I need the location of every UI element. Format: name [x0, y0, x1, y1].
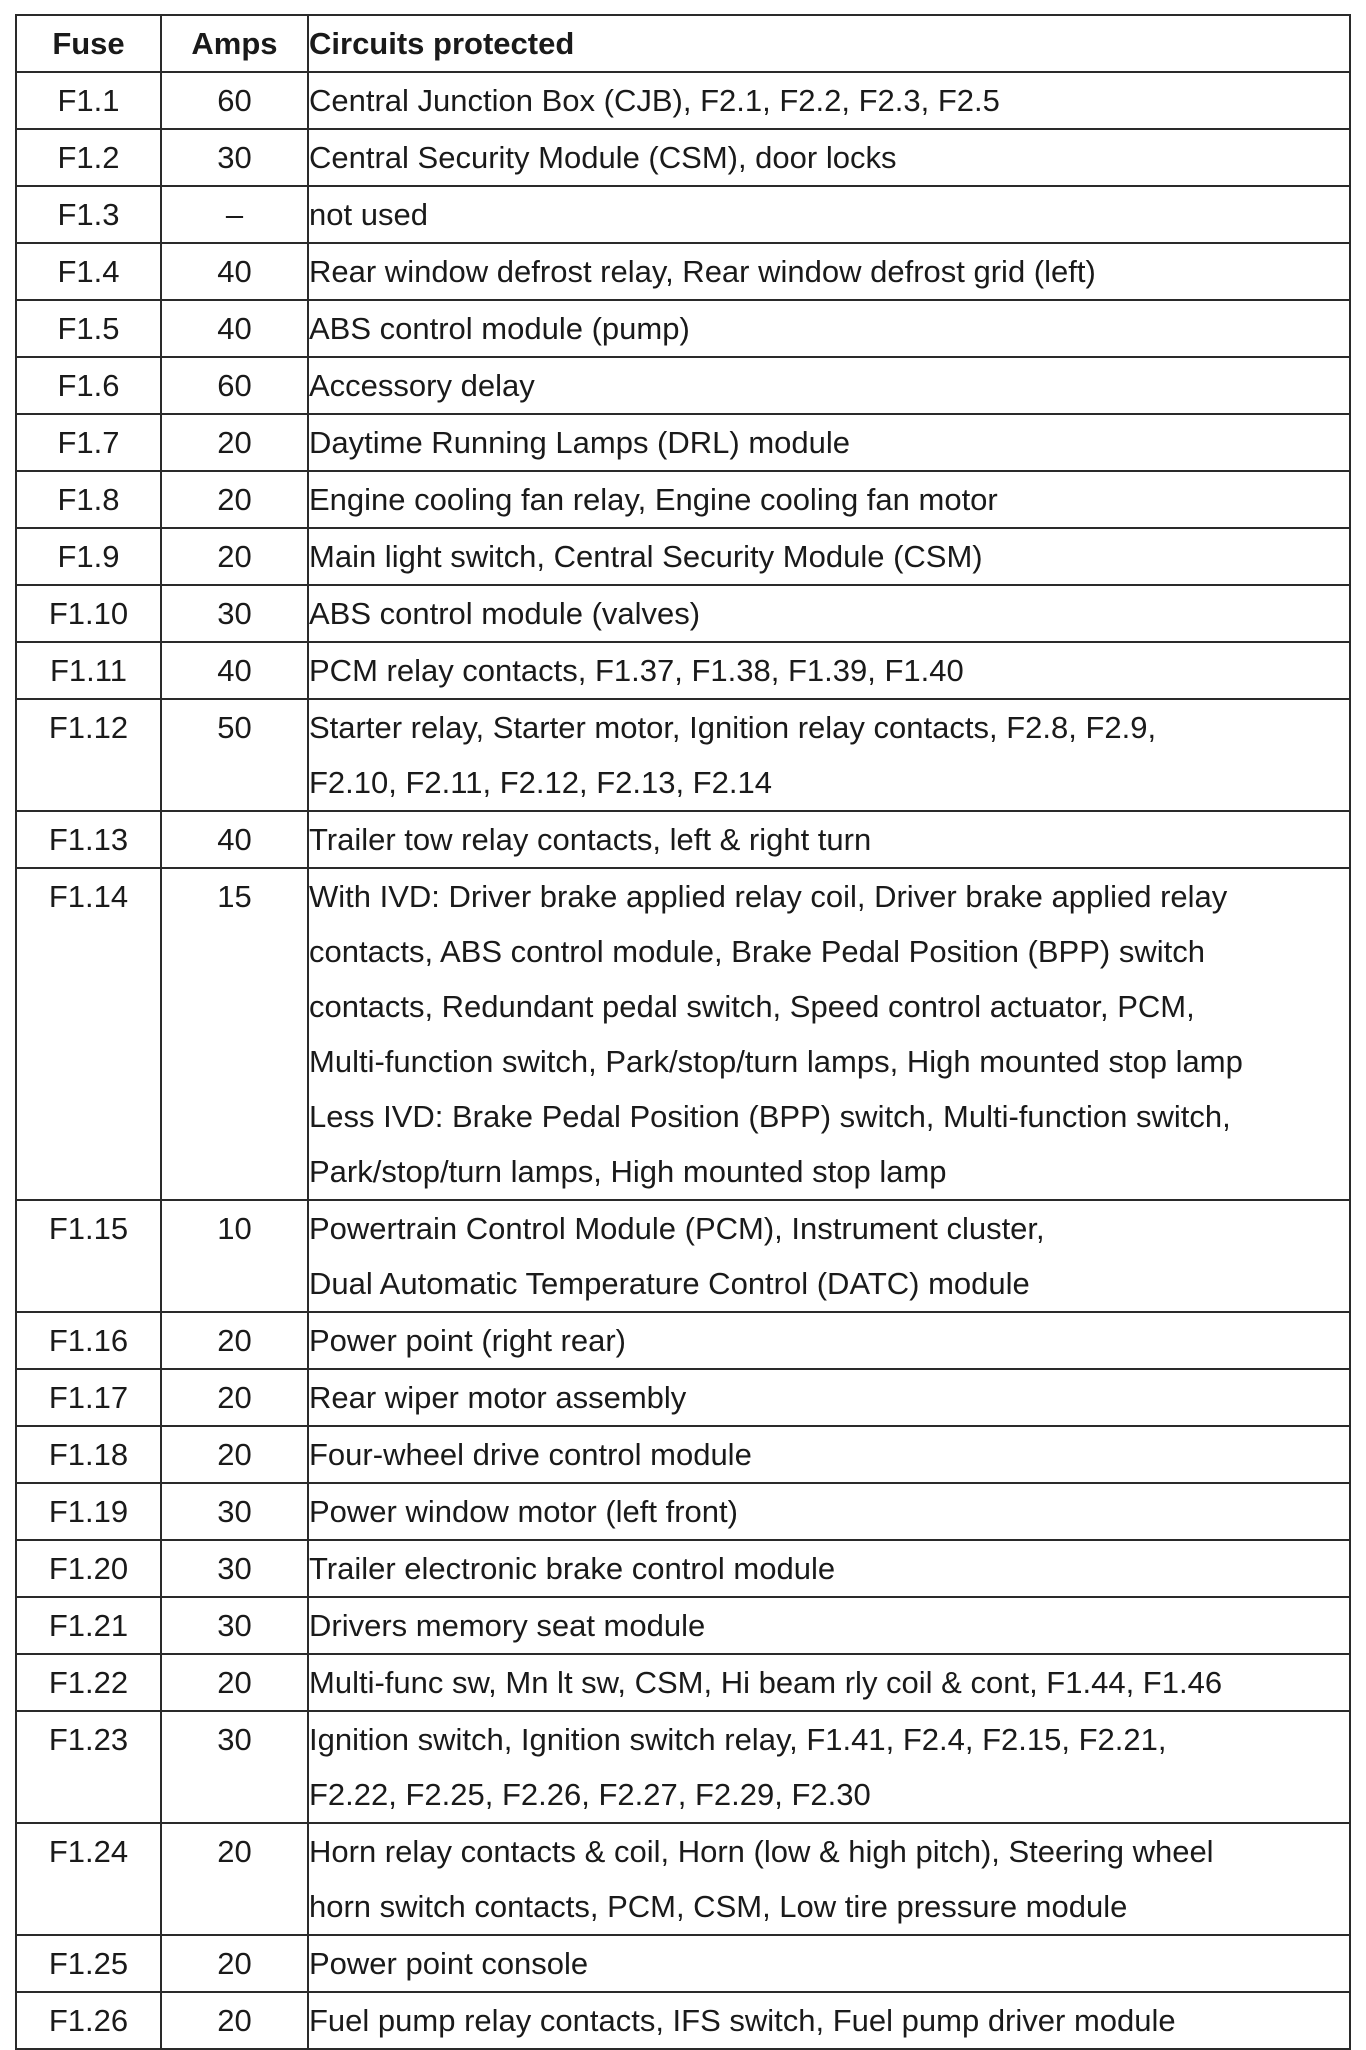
fuse-cell: F1.19	[16, 1483, 161, 1540]
table-row	[16, 1312, 1350, 1369]
circuits-cell: Powertrain Control Module (PCM), Instrument cluster, Dual Automatic Temperature Control (DATC) module	[308, 1200, 1350, 1312]
amps-cell: 50	[161, 699, 308, 811]
fuse-cell: F1.2	[16, 129, 161, 186]
amps-cell: 20	[161, 1935, 308, 1992]
amps-cell: 40	[161, 811, 308, 868]
circuits-cell: Central Junction Box (CJB), F2.1, F2.2, F2.3, F2.5	[308, 72, 1350, 129]
header-row	[16, 15, 1350, 72]
amps-cell: 20	[161, 1369, 308, 1426]
table-row	[16, 528, 1350, 585]
amps-cell: 20	[161, 1312, 308, 1369]
fuse-cell: F1.26	[16, 1992, 161, 2049]
fuse-cell: F1.3	[16, 186, 161, 243]
fuse-cell: F1.22	[16, 1654, 161, 1711]
amps-cell: 40	[161, 300, 308, 357]
table-header	[16, 15, 1350, 72]
circuits-cell: Rear window defrost relay, Rear window defrost grid (left)	[308, 243, 1350, 300]
table-row	[16, 1992, 1350, 2049]
circuits-cell: Fuel pump relay contacts, IFS switch, Fuel pump driver module	[308, 1992, 1350, 2049]
table-row	[16, 1935, 1350, 1992]
table-row	[16, 1711, 1350, 1823]
header-amps: Amps	[161, 15, 308, 72]
table-row	[16, 1483, 1350, 1540]
amps-cell: 60	[161, 357, 308, 414]
fuse-cell: F1.4	[16, 243, 161, 300]
fuse-cell: F1.13	[16, 811, 161, 868]
circuits-cell: ABS control module (pump)	[308, 300, 1350, 357]
amps-cell: 10	[161, 1200, 308, 1312]
table-row	[16, 1200, 1350, 1312]
amps-cell: 15	[161, 868, 308, 1200]
table-row	[16, 1426, 1350, 1483]
table-row	[16, 1654, 1350, 1711]
table-row	[16, 642, 1350, 699]
circuits-cell: ABS control module (valves)	[308, 585, 1350, 642]
circuits-cell: Horn relay contacts & coil, Horn (low & high pitch), Steering wheel horn switch contacts, PCM, CSM, Low tire pressure module	[308, 1823, 1350, 1935]
table-row	[16, 300, 1350, 357]
amps-cell: 20	[161, 414, 308, 471]
amps-cell: 20	[161, 1823, 308, 1935]
circuits-cell: Engine cooling fan relay, Engine cooling fan motor	[308, 471, 1350, 528]
circuits-cell: not used	[308, 186, 1350, 243]
fuse-cell: F1.14	[16, 868, 161, 1200]
table-row	[16, 129, 1350, 186]
fuse-cell: F1.10	[16, 585, 161, 642]
table-row	[16, 357, 1350, 414]
fuse-cell: F1.12	[16, 699, 161, 811]
circuits-cell: Ignition switch, Ignition switch relay, F1.41, F2.4, F2.15, F2.21, F2.22, F2.25, F2.26, F2.27, F2.29, F2.30	[308, 1711, 1350, 1823]
fuse-cell: F1.11	[16, 642, 161, 699]
amps-cell: 20	[161, 1654, 308, 1711]
fuse-cell: F1.9	[16, 528, 161, 585]
table-row	[16, 1823, 1350, 1935]
fuse-table	[15, 14, 1351, 2050]
table-row	[16, 585, 1350, 642]
table-row	[16, 414, 1350, 471]
amps-cell: 30	[161, 585, 308, 642]
amps-cell: 30	[161, 129, 308, 186]
fuse-cell: F1.17	[16, 1369, 161, 1426]
amps-cell: 20	[161, 528, 308, 585]
fuse-cell: F1.20	[16, 1540, 161, 1597]
fuse-cell: F1.25	[16, 1935, 161, 1992]
table-row	[16, 1597, 1350, 1654]
circuits-cell: Starter relay, Starter motor, Ignition relay contacts, F2.8, F2.9, F2.10, F2.11, F2.12, F2.13, F2.14	[308, 699, 1350, 811]
circuits-cell: Multi-func sw, Mn lt sw, CSM, Hi beam rly coil & cont, F1.44, F1.46	[308, 1654, 1350, 1711]
circuits-cell: Rear wiper motor assembly	[308, 1369, 1350, 1426]
circuits-cell: Trailer tow relay contacts, left & right turn	[308, 811, 1350, 868]
header-fuse: Fuse	[16, 15, 161, 72]
fuse-cell: F1.5	[16, 300, 161, 357]
table-row	[16, 471, 1350, 528]
table-row	[16, 243, 1350, 300]
amps-cell: 30	[161, 1483, 308, 1540]
header-circuits: Circuits protected	[308, 15, 1350, 72]
table-row	[16, 186, 1350, 243]
circuits-cell: With IVD: Driver brake applied relay coil, Driver brake applied relay contacts, ABS control module, Brake Pedal Position (BPP) switch contacts, Redundant pedal switch, Speed control actuator, PCM, Multi-function switch, Park/stop/turn lamps, High mounted stop lamp Less IVD: Brake Pedal Position (BPP) switch, Multi-function switch, Park/stop/turn lamps, High mounted stop lamp	[308, 868, 1350, 1200]
amps-cell: 60	[161, 72, 308, 129]
circuits-cell: Trailer electronic brake control module	[308, 1540, 1350, 1597]
table-row	[16, 1369, 1350, 1426]
circuits-cell: Four-wheel drive control module	[308, 1426, 1350, 1483]
amps-cell: 20	[161, 1992, 308, 2049]
circuits-cell: Drivers memory seat module	[308, 1597, 1350, 1654]
circuits-cell: Central Security Module (CSM), door locks	[308, 129, 1350, 186]
circuits-cell: Power point (right rear)	[308, 1312, 1350, 1369]
circuits-cell: Accessory delay	[308, 357, 1350, 414]
fuse-cell: F1.7	[16, 414, 161, 471]
circuits-cell: Power point console	[308, 1935, 1350, 1992]
table-row	[16, 72, 1350, 129]
circuits-cell: Main light switch, Central Security Module (CSM)	[308, 528, 1350, 585]
amps-cell: 20	[161, 1426, 308, 1483]
fuse-cell: F1.1	[16, 72, 161, 129]
fuse-cell: F1.23	[16, 1711, 161, 1823]
amps-cell: 30	[161, 1711, 308, 1823]
table-row	[16, 699, 1350, 811]
amps-cell: –	[161, 186, 308, 243]
fuse-cell: F1.16	[16, 1312, 161, 1369]
table-body	[16, 72, 1350, 2049]
fuse-cell: F1.18	[16, 1426, 161, 1483]
amps-cell: 40	[161, 243, 308, 300]
fuse-cell: F1.24	[16, 1823, 161, 1935]
amps-cell: 40	[161, 642, 308, 699]
circuits-cell: PCM relay contacts, F1.37, F1.38, F1.39, F1.40	[308, 642, 1350, 699]
fuse-cell: F1.8	[16, 471, 161, 528]
fuse-cell: F1.15	[16, 1200, 161, 1312]
amps-cell: 20	[161, 471, 308, 528]
table-row	[16, 1540, 1350, 1597]
table-row	[16, 868, 1350, 1200]
amps-cell: 30	[161, 1597, 308, 1654]
table-row	[16, 811, 1350, 868]
circuits-cell: Power window motor (left front)	[308, 1483, 1350, 1540]
amps-cell: 30	[161, 1540, 308, 1597]
circuits-cell: Daytime Running Lamps (DRL) module	[308, 414, 1350, 471]
fuse-cell: F1.21	[16, 1597, 161, 1654]
fuse-cell: F1.6	[16, 357, 161, 414]
